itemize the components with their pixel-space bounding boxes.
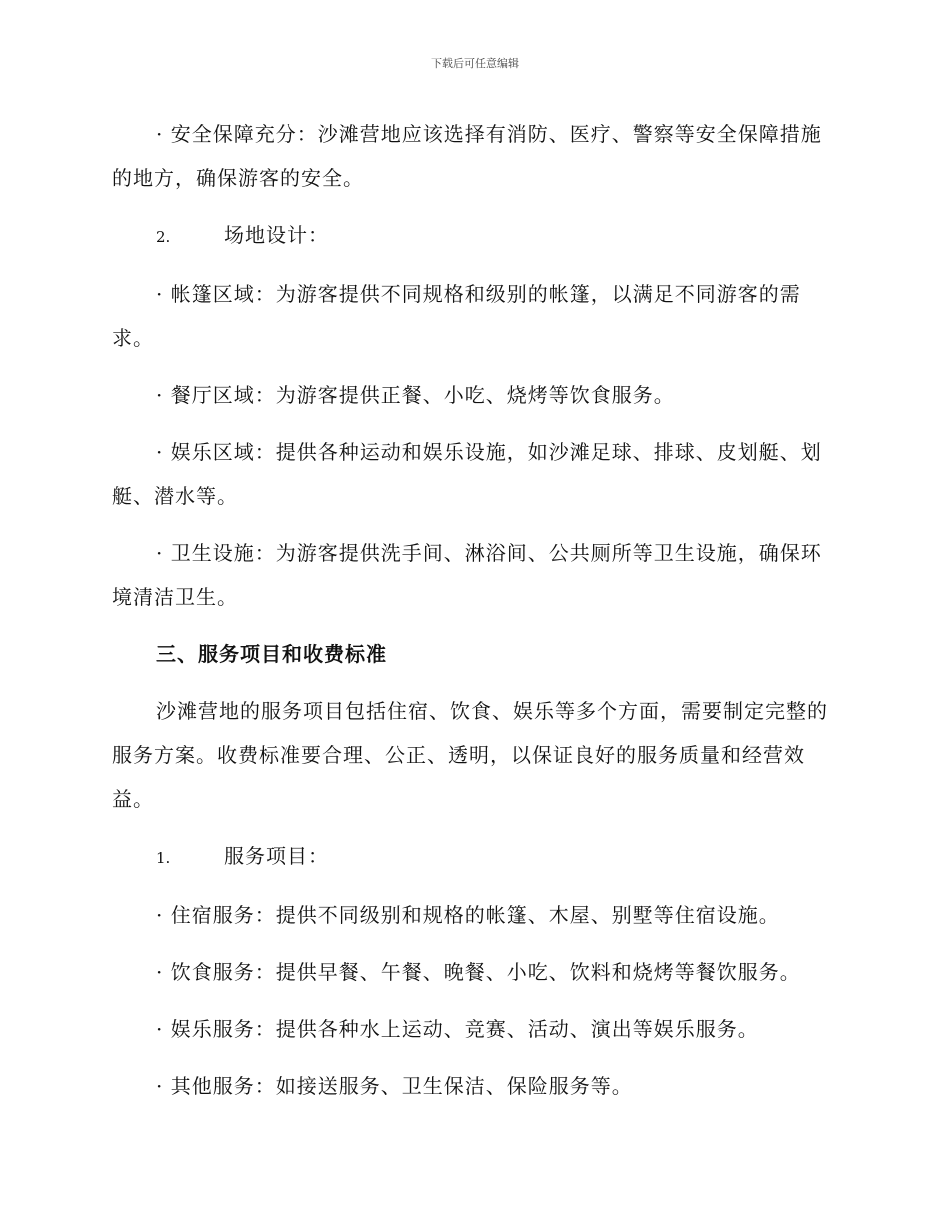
item-text: 服务项目：: [224, 844, 329, 868]
bullet-restaurant-area: · 餐厅区域：为游客提供正餐、小吃、烧烤等饮食服务。: [156, 383, 675, 407]
section-heading: 三、服务项目和收费标准: [156, 642, 387, 666]
numbered-item-site-design: [112, 213, 832, 259]
bullet-safety: · 安全保障充分：沙滩营地应该选择有消防、医疗、警察等安全保障措施的地方，确保游客的安全。: [112, 122, 822, 190]
item-number: 2.: [156, 228, 171, 246]
bullet-other-services: · 其他服务：如接送服务、卫生保洁、保险服务等。: [156, 1074, 633, 1098]
section-intro-paragraph: 沙滩营地的服务项目包括住宿、饮食、娱乐等多个方面，需要制定完整的服务方案。收费标准要合理、公正、透明，以保证良好的服务质量和经营效益。: [112, 699, 828, 811]
item-number: 1.: [156, 849, 171, 867]
bullet-entertainment-service: · 娱乐服务：提供各种水上运动、竞赛、活动、演出等娱乐服务。: [156, 1017, 759, 1041]
bullet-sanitation: · 卫生设施：为游客提供洗手间、淋浴间、公共厕所等卫生设施，确保环境清洁卫生。: [112, 541, 822, 609]
document-body: [112, 112, 832, 1121]
page-header: 下载后可任意编辑: [431, 57, 519, 70]
bullet-lodging: · 住宿服务：提供不同级别和规格的帐篷、木屋、别墅等住宿设施。: [156, 903, 780, 927]
bullet-tent-area: · 帐篷区域：为游客提供不同规格和级别的帐篷，以满足不同游客的需求。: [112, 282, 801, 350]
bullet-entertainment-area: · 娱乐区域：提供各种运动和娱乐设施，如沙滩足球、排球、皮划艇、划艇、潜水等。: [112, 440, 822, 508]
numbered-item-services: [112, 834, 832, 880]
item-text: 场地设计：: [224, 223, 329, 247]
bullet-food: · 饮食服务：提供早餐、午餐、晚餐、小吃、饮料和烧烤等餐饮服务。: [156, 960, 801, 984]
